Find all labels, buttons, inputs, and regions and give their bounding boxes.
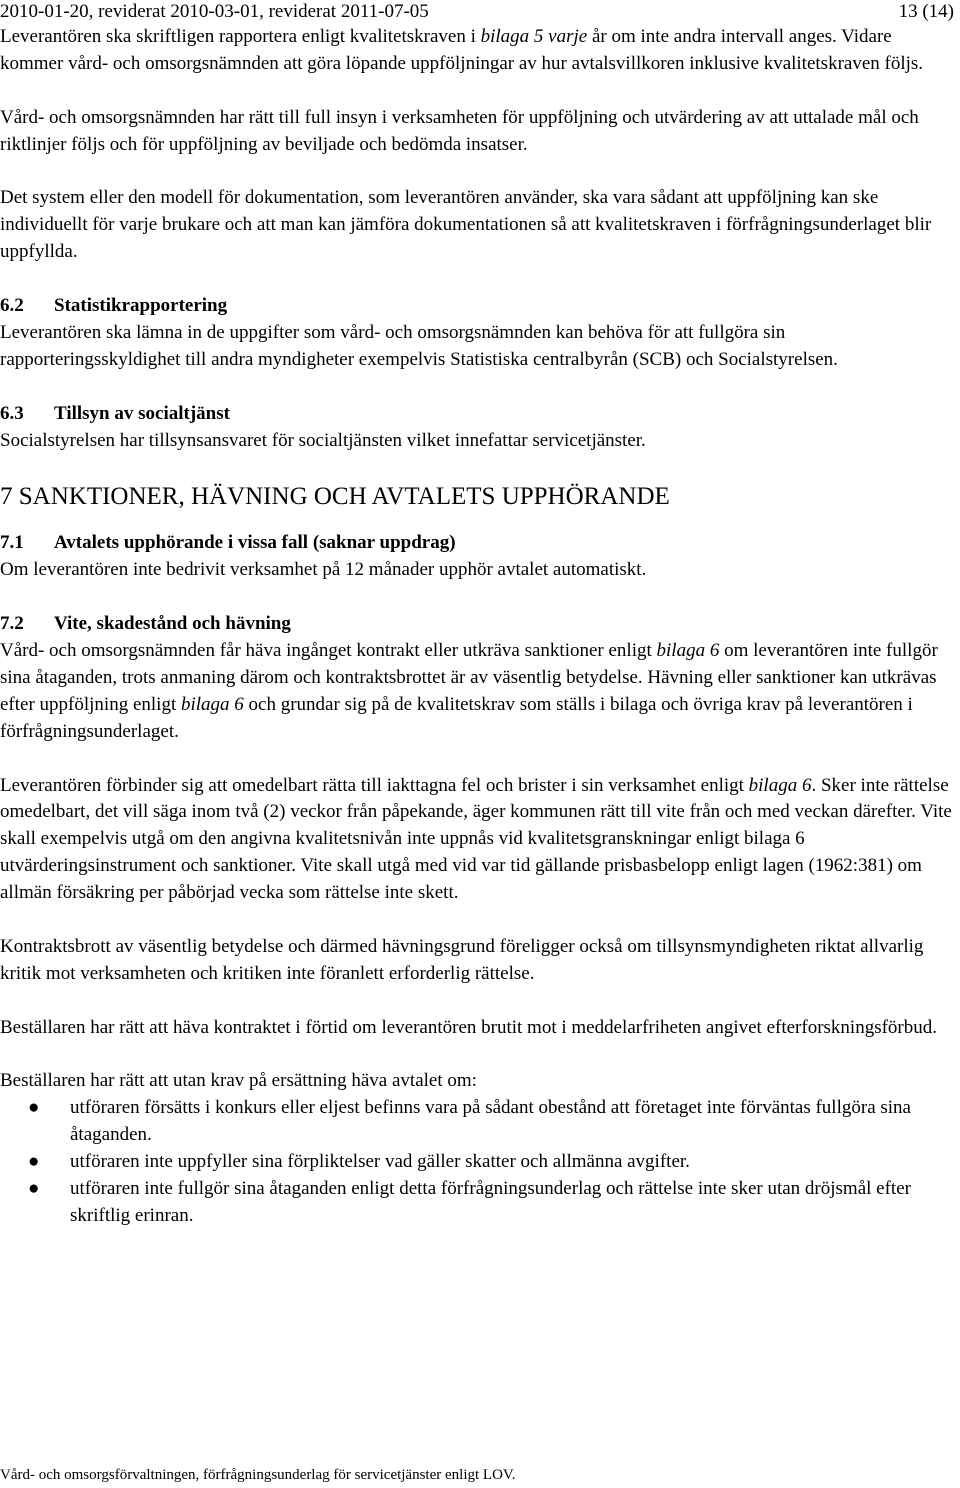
text-run: år om inte andra intervall anges. Vidare kommer vård- och omsorgsnämnden att göra löpande uppföljningar av hur avtalsvillkoren inklusive kvalitetskraven följs. bbox=[0, 26, 924, 74]
page-number: 13 (14) bbox=[898, 1, 954, 22]
document-body bbox=[0, 24, 952, 1230]
intro-paragraph-2: Vård- och omsorgsnämnden har rätt till full insyn i verksamheten för uppföljning och utvärdering av att uttalade mål och riktlinjer följs och för uppföljning av beviljade och bedömda insatser. bbox=[0, 106, 919, 155]
header-date-line: 2010-01-20, reviderat 2010-03-01, reviderat 2011-07-05 bbox=[0, 1, 429, 22]
subsection-title: Avtalets upphörande i vissa fall (saknar uppdrag) bbox=[54, 532, 456, 554]
subsection-text: Leverantören ska lämna in de uppgifter som vård- och omsorgsnämnden kan behöva för att fullgöra sin rapporteringsskyldighet till andra myndigheter exempelvis Statistiska centralbyrån (SCB) och Socialstyrelsen. bbox=[0, 321, 838, 370]
text-run: om leverantören inte fullgör sina åtaganden, trots anmaning därom och kontraktsbrottet är av väsentlig betydelse. Hävning eller sanktioner kan utkrävas efter uppföljning enligt bbox=[0, 640, 938, 715]
vite-paragraph-4: Beställaren har rätt att häva kontraktet i förtid om leverantören brutit mot i meddelarfriheten angivet efterforskningsförbud. bbox=[0, 1016, 938, 1038]
bullet-icon: ● bbox=[28, 1178, 40, 1200]
list-item bbox=[0, 1095, 952, 1149]
subsection-7-1 bbox=[0, 530, 952, 584]
subsection-text: Socialstyrelsen har tillsynsansvaret för socialtjänsten vilket innefattar servicetjänster. bbox=[0, 429, 646, 451]
page-footer: Vård- och omsorgsförvaltningen, förfrågningsunderlag för servicetjänster enligt LOV. bbox=[0, 1467, 516, 1483]
subsection-number: 6.3 bbox=[0, 402, 24, 424]
subsection-number: 6.2 bbox=[0, 295, 24, 317]
italic-reference: bilaga 6 bbox=[656, 640, 720, 662]
subsection-text: Om leverantören inte bedrivit verksamhet på 12 månader upphör avtalet automatiskt. bbox=[0, 559, 647, 581]
italic-reference: bilaga 6 bbox=[748, 774, 812, 796]
italic-reference: bilaga 5 varje bbox=[480, 26, 588, 47]
text-run: och grundar sig på de kvalitetskrav som ställs i bilaga och övriga krav på leverantören i förfrågningsunderlaget. bbox=[0, 693, 913, 742]
list-item-text: utföraren inte fullgör sina åtaganden enligt detta förfrågningsunderlag och rättelse inte sker utan dröjsmål efter skriftlig erinran. bbox=[70, 1178, 911, 1227]
text-run: Leverantören förbinder sig att omedelbart rätta till iakttagna fel och brister i sin verksamhet enligt bbox=[0, 774, 749, 796]
subsection-title: Tillsyn av socialtjänst bbox=[54, 402, 230, 424]
vite-paragraph-3: Kontraktsbrott av väsentlig betydelse och därmed hävningsgrund föreligger också om tillsynsmyndigheten riktat allvarlig kritik mot verksamheten och kritiken inte föranlett erforderlig rättelse. bbox=[0, 935, 924, 984]
subsection-6-3 bbox=[0, 401, 952, 455]
vite-paragraph-5: Beställaren har rätt att utan krav på ersättning häva avtalet om: bbox=[0, 1070, 477, 1092]
subsection-heading bbox=[0, 401, 952, 428]
vite-paragraph-2 bbox=[0, 773, 952, 908]
list-item bbox=[0, 1149, 952, 1176]
list-item-text: utföraren försätts i konkurs eller eljest befinns vara på sådant obestånd att företaget inte förväntas fullgöra sina åtaganden. bbox=[70, 1097, 911, 1146]
intro-paragraph-1 bbox=[0, 24, 952, 78]
text-run: . Sker inte rättelse omedelbart, det vill säga inom två (2) veckor från påpekande, äger kommunen rätt till vite från och med veckan därefter. Vite skall exempelvis utgå om den angivna kvalitetsnivån inte uppnås vid kvalitetsgranskningar enligt bilaga 6 utvärderingsinstrument och sanktioner. Vite skall utgå med vid var tid gällande prisbasbelopp enligt lagen (1962:381) om allmän försäkring per påbörjad vecka som rättelse inte skett. bbox=[0, 774, 952, 904]
text-run: Vård- och omsorgsnämnden får häva ingånget kontrakt eller utkräva sanktioner enligt bbox=[0, 640, 657, 662]
subsection-6-2 bbox=[0, 293, 952, 374]
subsection-title: Vite, skadestånd och hävning bbox=[54, 613, 291, 635]
section-7-heading: 7 SANKTIONER, HÄVNING OCH AVTALETS UPPHÖRANDE bbox=[0, 483, 670, 511]
subsection-heading bbox=[0, 530, 952, 557]
bullet-icon: ● bbox=[28, 1097, 40, 1119]
subsection-heading bbox=[0, 293, 952, 320]
subsection-7-2 bbox=[0, 611, 952, 1230]
subsection-number: 7.1 bbox=[0, 532, 24, 554]
italic-reference: bilaga 6 bbox=[180, 693, 244, 715]
vite-paragraph-1 bbox=[0, 638, 952, 746]
subsection-title: Statistikrapportering bbox=[54, 295, 228, 317]
bullet-icon: ● bbox=[28, 1151, 40, 1173]
intro-paragraph-3: Det system eller den modell för dokumentation, som leverantören använder, ska vara sådant att uppföljning kan ske individuellt för varje brukare och att man kan jämföra dokumentationen så att kvalitetskraven i förfrågningsunderlaget blir uppfyllda. bbox=[0, 187, 932, 263]
subsection-number: 7.2 bbox=[0, 613, 24, 635]
subsection-heading bbox=[0, 611, 952, 638]
list-item-text: utföraren inte uppfyller sina förpliktelser vad gäller skatter och allmänna avgifter. bbox=[70, 1151, 690, 1173]
list-item bbox=[0, 1176, 952, 1230]
text-run: Leverantören ska skriftligen rapportera enligt kvalitetskraven i bbox=[0, 26, 481, 47]
termination-conditions-list bbox=[0, 1095, 952, 1230]
